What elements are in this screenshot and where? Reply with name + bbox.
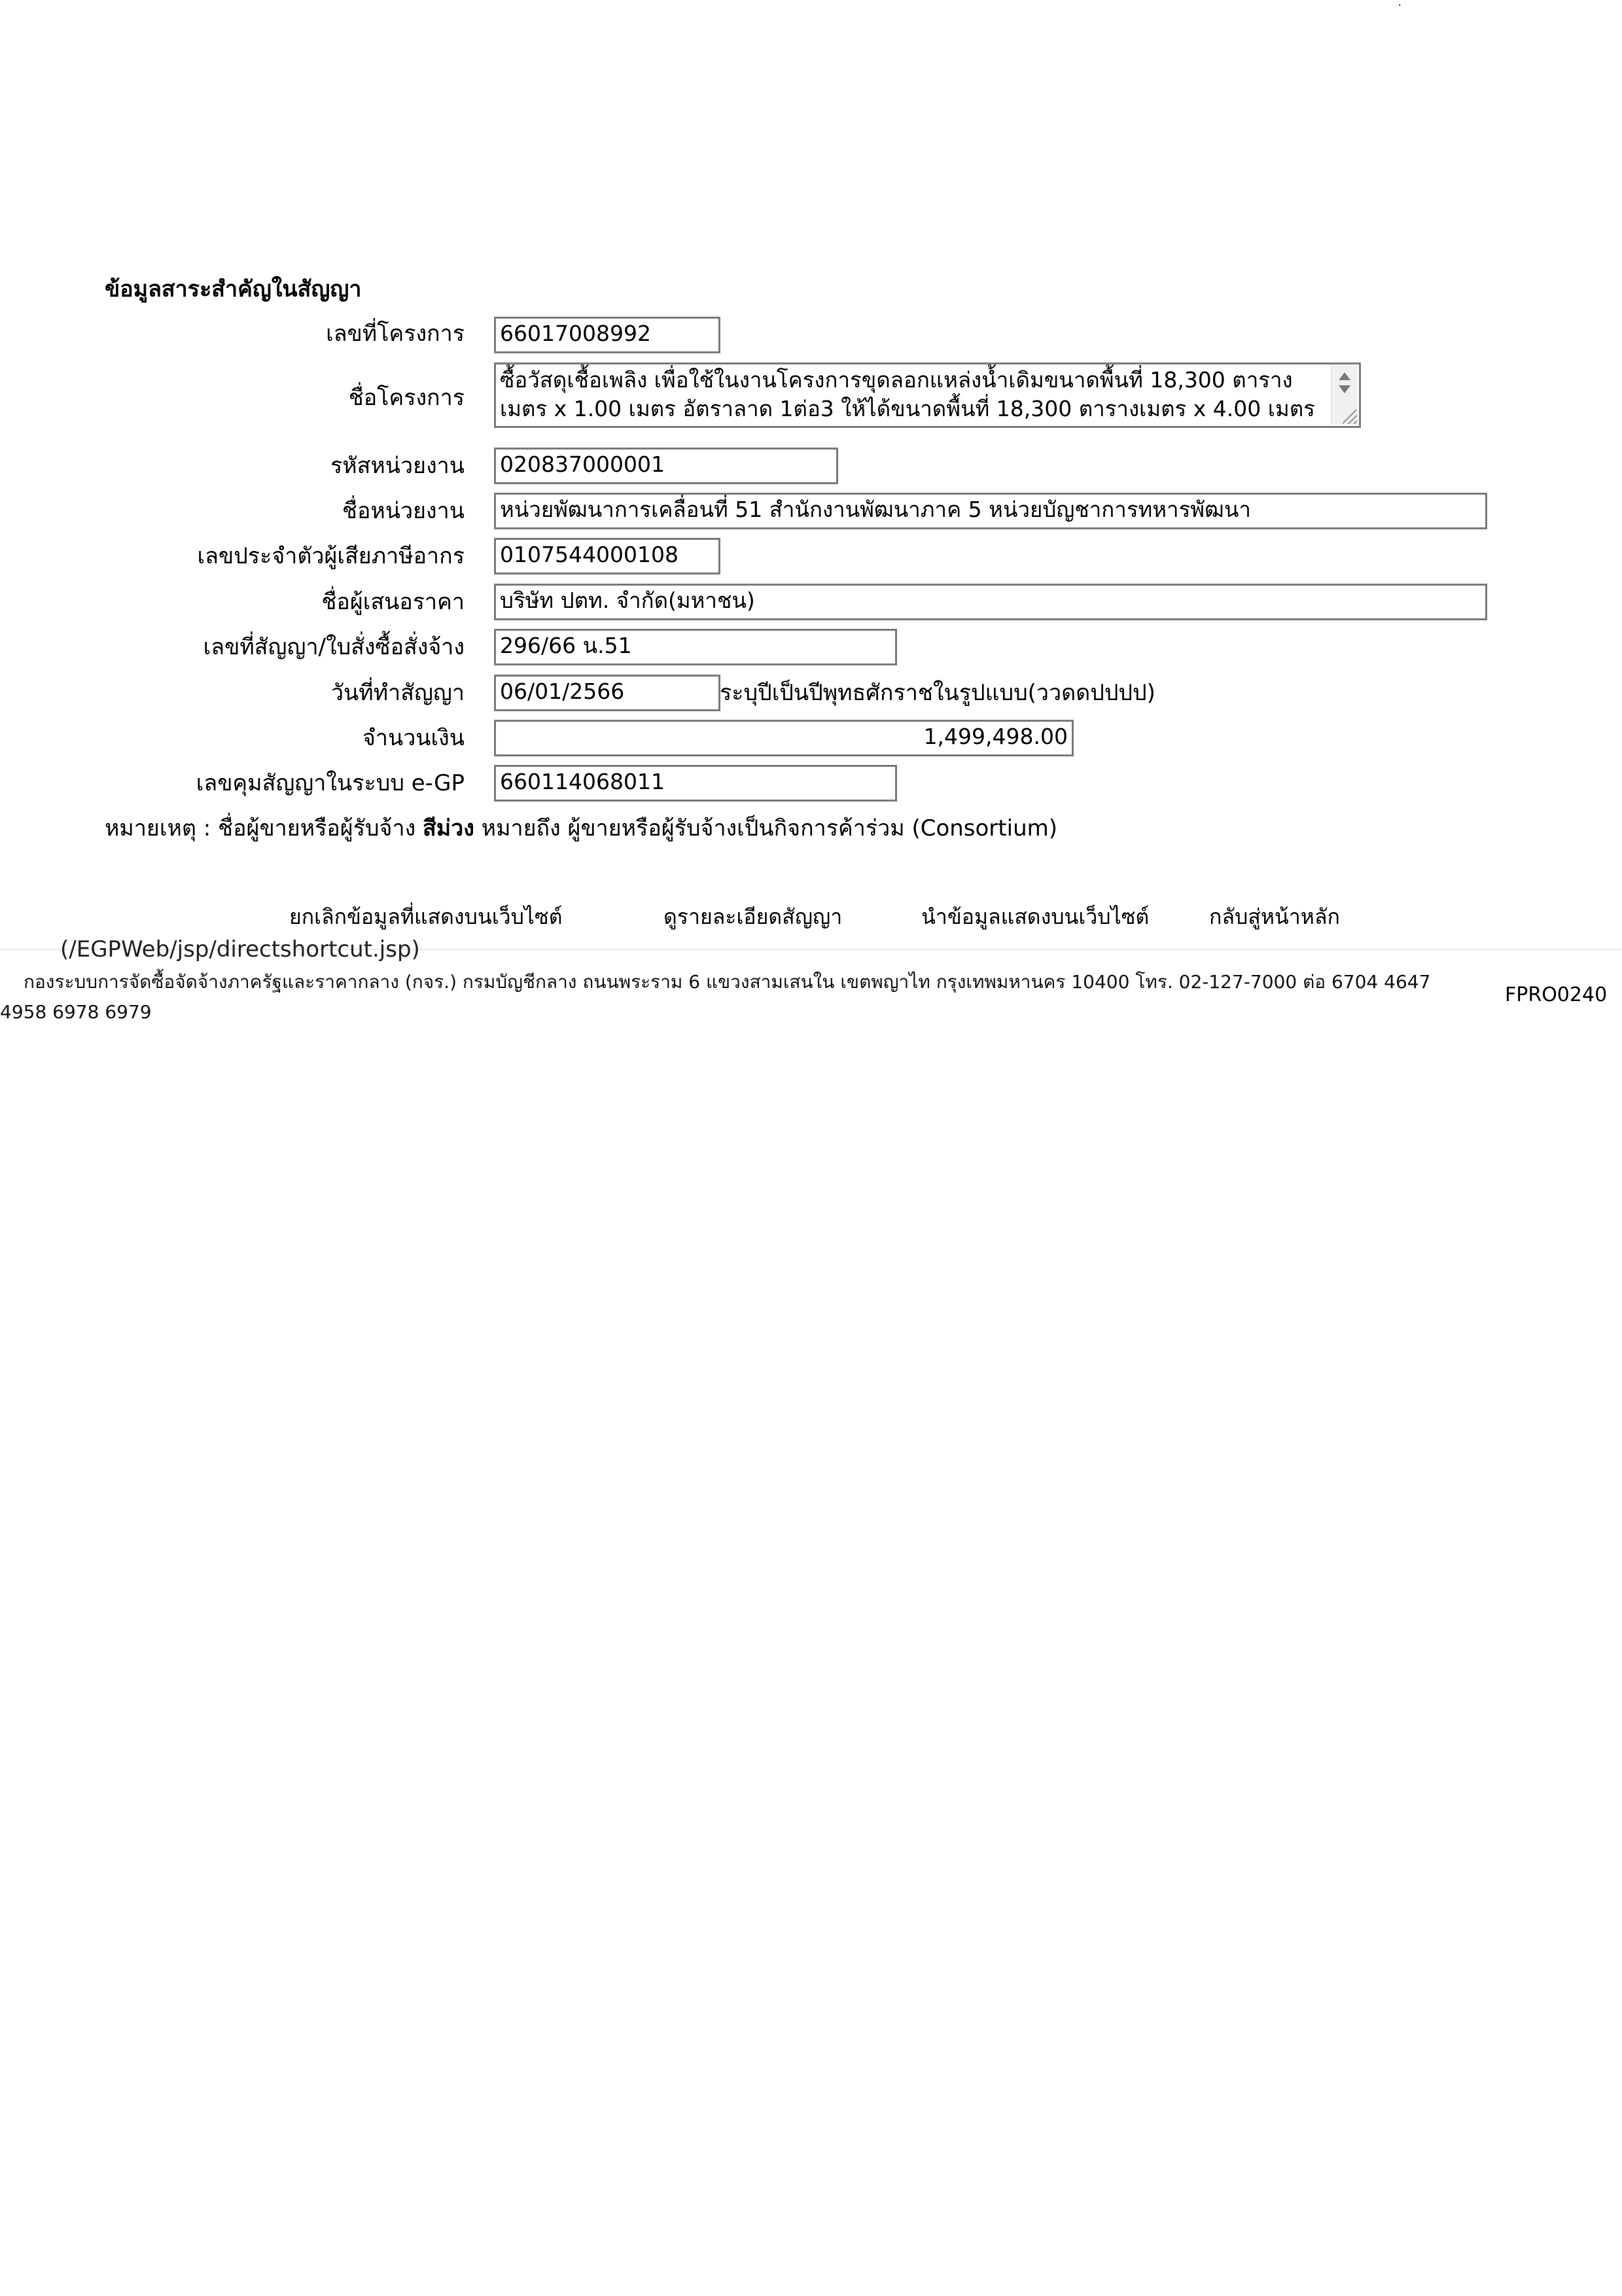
agency-name-field[interactable]: หน่วยพัฒนาการเคลื่อนที่ 51 สำนักงานพัฒนาภาค 5 หน่วยบัญชาการทหารพัฒนา: [494, 493, 1487, 529]
project-name-label: ชื่อโครงการ: [348, 385, 465, 411]
resize-grip-icon[interactable]: [1343, 410, 1357, 424]
project-no-label: เลขที่โครงการ: [326, 321, 465, 347]
contract-date-field[interactable]: 06/01/2566: [494, 675, 720, 711]
amount-label: จำนวนเงิน: [362, 725, 465, 751]
scroll-up-icon[interactable]: [1339, 372, 1350, 380]
footer-line-1: กองระบบการจัดซื้อจัดจ้างภาครัฐและราคากลาง (กจร.) กรมบัญชีกลาง ถนนพระราม 6 แขวงสามเสนใน เขตพญาไท กรุงเทพมหานคร 10400 โทร. 02-127-7000 ต่อ 6704 4647: [24, 971, 1431, 993]
note-prefix: หมายเหตุ : ชื่อผู้ขายหรือผู้รับจ้าง: [105, 815, 423, 841]
egp-control-no-label: เลขคุมสัญญาในระบบ e-GP: [196, 770, 465, 796]
publish-link[interactable]: นำข้อมูลแสดงบนเว็บไซต์: [921, 904, 1150, 929]
consortium-note: [105, 813, 1057, 844]
bidder-name-field[interactable]: บริษัท ปตท. จำกัด(มหาชน): [494, 584, 1487, 620]
agency-code-field[interactable]: 020837000001: [494, 448, 838, 484]
corner-mark: .: [1398, 0, 1402, 9]
footer-text: [0, 967, 1472, 1027]
bidder-name-label: ชื่อผู้เสนอราคา: [321, 589, 465, 615]
egp-control-no-field[interactable]: 660114068011: [494, 765, 897, 802]
agency-code-label: รหัสหน่วยงาน: [330, 453, 465, 479]
contract-no-label: เลขที่สัญญา/ใบสั่งซื้อสั่งจ้าง: [203, 634, 465, 660]
scroll-down-icon[interactable]: [1339, 385, 1350, 393]
project-name-line-1: ซื้อวัสดุเชื้อเพลิง เพื่อใช้ในงานโครงการขุดลอกแหล่งน้ำเดิมขนาดพื้นที่ 18,300 ตาราง: [500, 367, 1293, 393]
project-name-line-2: เมตร x 1.00 เมตร อัตราลาด 1ต่อ3 ให้ได้ขนาดพื้นที่ 18,300 ตารางเมตร x 4.00 เมตร: [500, 396, 1315, 421]
date-format-hint: ระบุปีเป็นปีพุทธศักราชในรูปแบบ(ววดดปปปป): [720, 680, 1155, 706]
back-home-link[interactable]: กลับสู่หน้าหลัก: [1209, 904, 1340, 929]
amount-field[interactable]: 1,499,498.00: [494, 720, 1074, 756]
note-suffix: หมายถึง ผู้ขายหรือผู้รับจ้างเป็นกิจการค้าร่วม (Consortium): [474, 815, 1057, 841]
section-title: ข้อมูลสาระสำคัญในสัญญา: [105, 276, 362, 302]
footer-line-2: 4958 6978 6979: [0, 1001, 152, 1023]
cancel-display-link[interactable]: ยกเลิกข้อมูลที่แสดงบนเว็บไซต์: [289, 904, 563, 929]
tax-id-label: เลขประจำตัวผู้เสียภาษีอากร: [197, 543, 465, 569]
contract-no-field[interactable]: 296/66 น.51: [494, 629, 897, 665]
project-no-field[interactable]: 66017008992: [494, 317, 720, 353]
url-path: (/EGPWeb/jsp/directshortcut.jsp): [60, 936, 420, 963]
note-purple-label: สีม่วง: [422, 815, 474, 841]
view-contract-link[interactable]: ดูรายละเอียดสัญญา: [663, 904, 843, 929]
project-name-textarea[interactable]: [494, 362, 1361, 428]
contract-date-label: วันที่ทำสัญญา: [330, 680, 465, 706]
agency-name-label: ชื่อหน่วยงาน: [342, 498, 465, 524]
tax-id-field[interactable]: 0107544000108: [494, 538, 720, 574]
page-code: FPRO0240: [1505, 983, 1608, 1006]
